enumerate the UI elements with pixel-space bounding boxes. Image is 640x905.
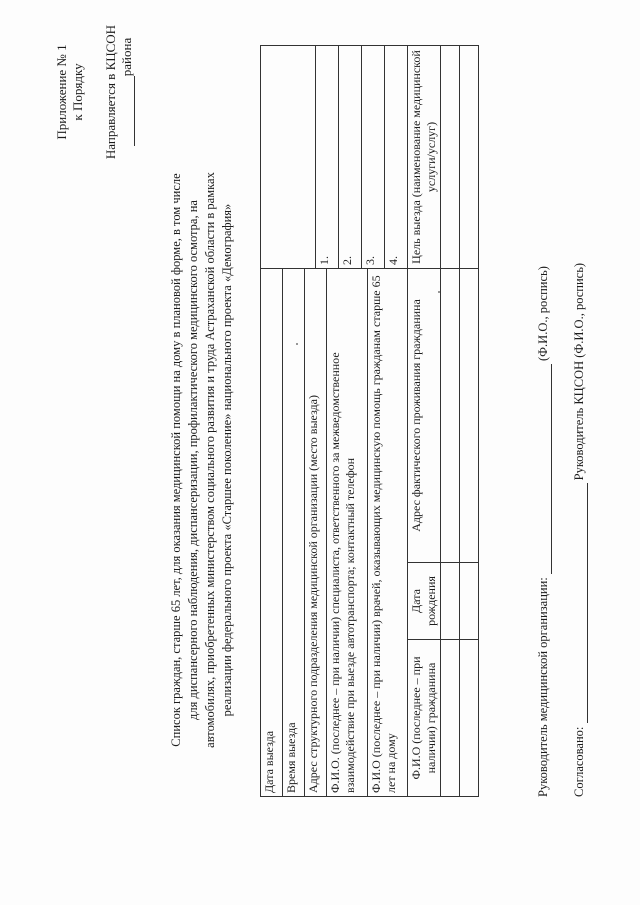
medical-head-label: Руководитель медицинской организации: [536,577,550,797]
doctor-slot-2: 2. [339,46,362,268]
document-title: Список граждан, старше 65 лет, для оказания медицинской помощи на дому в плановой форме, в том числе для диспансерного наблюдения, диспансеризации, профилактического медицинского осмотра, на автомобилях, приобретенных министерством социального развития и труда Астраханской области в рамках реализации федерального проекта «Старшее поколение» национального проекта «Демография» [169,172,234,748]
appendix-order-ref: к Порядку [70,63,86,121]
medical-head-hint: (Ф.И.О., роспись) [536,266,550,361]
goal-cell[interactable] [441,46,460,269]
appendix-number: Приложение № 1 [54,44,69,140]
medical-head-signature-line[interactable] [539,364,552,574]
appendix-district: района [119,17,135,167]
kcson-head-label: Руководитель КЦСОН (Ф.И.О., роспись) [572,262,586,481]
doctor-slot-4: 4. [385,46,408,268]
doctor-list-cell [261,46,408,269]
fio-cell[interactable] [441,640,460,797]
scan-speck [296,343,298,345]
table-row [441,46,460,797]
agreed-label: Согласовано: [572,726,586,797]
appendix-header [54,17,135,167]
birth-date-cell[interactable] [441,563,460,640]
departure-time-label: Время выезда [283,269,305,797]
home-doctors-label: Ф.И.О (последнее – при наличии) врачей, оказывающих медицинскую помощь гражданам старше 65 лет на дому [367,269,407,797]
doctor-slot-1: 1. [316,46,339,268]
visit-form-table [260,45,479,797]
table-row [460,46,479,797]
column-header-visit-goal: Цель выезда (наименование медицинской услуги/услуг) [408,46,441,269]
address-cell[interactable] [441,269,460,563]
column-header-address: Адрес фактического проживания гражданина [408,269,441,563]
medical-head-signature [536,266,552,797]
departure-address-label: Адрес структурного подразделения медицинской организации (место выезда) [305,269,327,797]
column-header-birth-date: Дата рождения [408,563,441,640]
appendix-sent-to: Направляется в КЦСОН [102,24,118,160]
address-cell[interactable] [460,269,479,563]
kcson-agreement-signature [572,263,588,797]
fio-cell[interactable] [460,640,479,797]
column-header-fio: Ф.И.О (последнее – при наличии) гражданина [408,640,441,797]
goal-cell[interactable] [460,46,479,269]
scan-speck [438,291,440,293]
birth-date-cell[interactable] [460,563,479,640]
rotated-form-sheet [38,0,602,905]
doctor-slot-3: 3. [362,46,385,268]
district-blank [122,76,135,146]
departure-date-label: Дата выезда [261,269,283,797]
responsible-specialist-label: Ф.И.О. (последнее – при наличии) специалиста, ответственного за межведомственное взаимодействие при выезде автотранспорта; контактный телефон [327,269,367,797]
kcson-signature-line[interactable] [575,484,588,724]
